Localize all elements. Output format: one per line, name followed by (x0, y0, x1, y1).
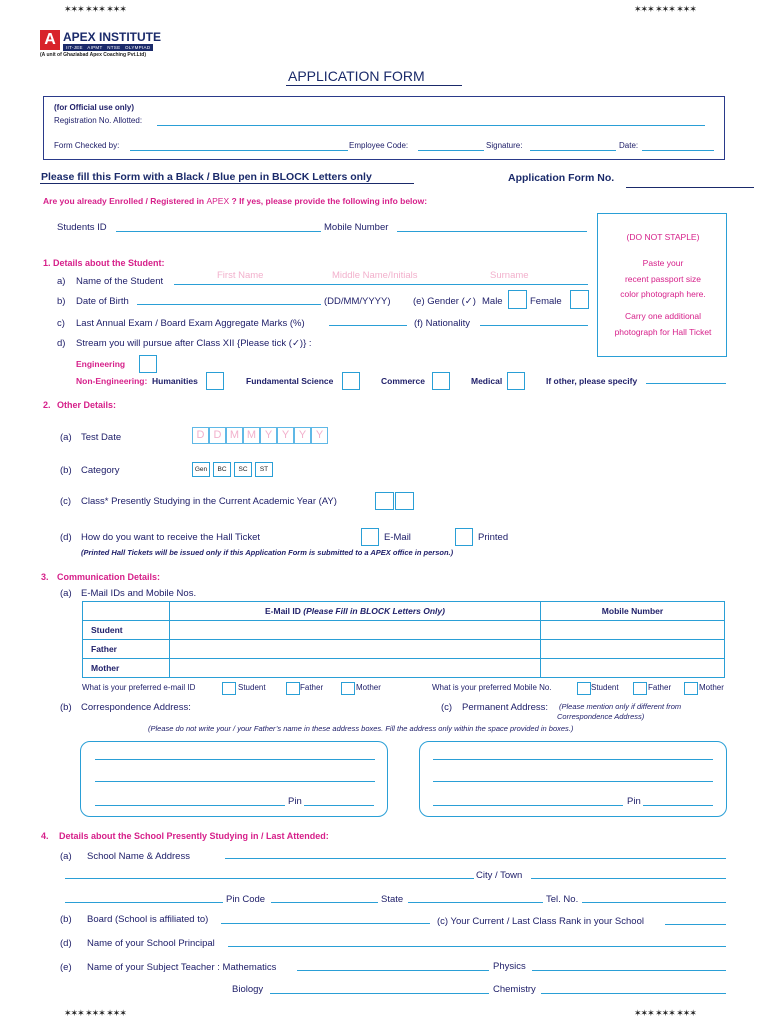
logo-tags (63, 44, 153, 51)
signature-label: Signature: (486, 141, 523, 150)
item-3b-marker: (b) (60, 702, 72, 713)
logo-tag: OLYMPIAD (125, 45, 151, 50)
student-name-field[interactable] (174, 284, 588, 285)
section-3-heading: Communication Details: (57, 572, 161, 582)
enrolled-question-pre: Are you already Enrolled / Registered in (43, 196, 205, 206)
student-mobile-cell[interactable] (541, 621, 725, 640)
preferred-email-label: What is your preferred e-mail ID (82, 683, 196, 692)
board-label: Board (School is affiliated to) (87, 914, 209, 925)
class-digit-box-2[interactable] (395, 492, 414, 510)
item-3c-marker: (c) (441, 702, 453, 713)
logo-name: APEX INSTITUTE (63, 30, 162, 44)
permanent-address-line-3[interactable] (433, 805, 623, 806)
correspondence-address-line-1[interactable] (95, 759, 375, 760)
pref-mobile-mother-checkbox[interactable] (684, 682, 698, 695)
registration-no-label: Registration No. Allotted: (54, 116, 143, 125)
physics-label: Physics (493, 961, 526, 972)
pin-code-label: Pin Code (226, 894, 266, 905)
address-boxes-note: (Please do not write your / your Father’s name in these address boxes. Fill the address only within the space provided in boxes.) (148, 724, 574, 733)
form-checked-by-label: Form Checked by: (54, 141, 120, 150)
board-field[interactable] (221, 923, 430, 924)
official-use-heading: (for Official use only) (54, 103, 135, 112)
title-underline (286, 85, 462, 86)
permanent-address-note-2: Correspondence Address) (557, 712, 645, 721)
mobile-number-field[interactable] (397, 231, 587, 232)
table-row (83, 640, 725, 659)
photo-note-4: color photograph here. (620, 289, 706, 299)
category-st-box[interactable]: ST (255, 462, 273, 477)
pref-email-mother-checkbox[interactable] (341, 682, 355, 695)
enrolled-question-post: ? If yes, please provide the following info below: (231, 196, 428, 206)
date-digit-box[interactable]: D (192, 427, 209, 444)
email-mobile-label: E-Mail IDs and Mobile Nos. (81, 588, 197, 599)
class-rank-field[interactable] (665, 924, 726, 925)
mother-mobile-cell[interactable] (541, 659, 725, 678)
row-label-student: Student (83, 621, 170, 640)
student-email-cell[interactable] (170, 621, 541, 640)
date-digit-box[interactable]: Y (294, 427, 311, 444)
correspondence-address-label: Correspondence Address: (81, 702, 191, 713)
pref-mobile-student-label: Student (591, 683, 619, 692)
row-label-father: Father (83, 640, 170, 659)
section-4-number: 4. (41, 831, 49, 841)
category-label: Category (81, 465, 120, 476)
employee-code-field[interactable] (418, 150, 484, 151)
stream-label: Stream you will pursue after Class XII {Please tick (✓)} : (76, 338, 312, 349)
commerce-checkbox[interactable] (432, 372, 450, 390)
signature-field[interactable] (530, 150, 616, 151)
hall-ticket-printed-checkbox[interactable] (455, 528, 473, 546)
enrolled-question-brand: APEX (206, 196, 230, 206)
corner-marks-bottom-left: ✶✶✶ ✶✶✶ ✶✶✶ (64, 1008, 126, 1018)
item-4b-marker: (b) (60, 914, 72, 925)
section-3-number: 3. (41, 572, 49, 582)
logo-tag: NTSE (107, 45, 121, 50)
non-engineering-label: Non-Engineering: (76, 376, 148, 386)
registration-no-field[interactable] (157, 125, 705, 126)
mobile-number-label: Mobile Number (324, 222, 389, 233)
table-row (83, 659, 725, 678)
pref-email-mother-label: Mother (356, 683, 381, 692)
instruction-underline (40, 183, 414, 184)
photo-note-2: Paste your (642, 258, 684, 268)
permanent-address-note-1: (Please mention only if different from (559, 702, 682, 711)
first-name-placeholder: First Name (217, 270, 264, 281)
email-column-title: E-Mail ID (265, 606, 301, 616)
principal-name-field[interactable] (228, 946, 726, 947)
table-corner-cell (83, 602, 170, 621)
city-town-label: City / Town (476, 870, 523, 881)
date-digit-box[interactable]: Y (277, 427, 294, 444)
correspondence-address-line-3[interactable] (95, 805, 285, 806)
other-stream-field[interactable] (646, 383, 726, 384)
form-title: APPLICATION FORM (288, 68, 425, 84)
date-label: Date: (619, 141, 639, 150)
tel-no-field[interactable] (582, 902, 726, 903)
commerce-label: Commerce (381, 376, 425, 386)
permanent-pin-field[interactable] (643, 805, 713, 806)
tel-no-label: Tel. No. (546, 894, 579, 905)
students-id-field[interactable] (116, 231, 321, 232)
fill-instruction: Please fill this Form with a Black / Blue pen in BLOCK Letters only (41, 171, 372, 183)
subject-teacher-label: Name of your Subject Teacher : Mathematics (87, 962, 277, 973)
item-4d-marker: (d) (60, 938, 72, 949)
date-digit-box[interactable]: M (226, 427, 243, 444)
application-form-no-field[interactable] (626, 187, 754, 188)
correspondence-pin-label: Pin (288, 796, 302, 807)
pref-mobile-mother-label: Mother (699, 683, 724, 692)
photo-note-6: photograph for Hall Ticket (614, 327, 712, 337)
item-4e-marker: (e) (60, 962, 72, 973)
item-3a-marker: (a) (60, 588, 72, 599)
email-column-header (170, 602, 541, 621)
item-2b-marker: (b) (60, 465, 72, 476)
item-2a-marker: (a) (60, 432, 72, 443)
state-field[interactable] (408, 902, 543, 903)
permanent-address-line-2[interactable] (433, 781, 713, 782)
nationality-field[interactable] (480, 325, 588, 326)
school-name-field[interactable] (225, 858, 726, 859)
mathematics-teacher-field[interactable] (297, 970, 489, 971)
hall-ticket-printed-label: Printed (478, 532, 509, 543)
pin-code-field[interactable] (271, 902, 378, 903)
item-2c-marker: (c) (60, 496, 72, 507)
mobile-column-header: Mobile Number (541, 602, 725, 621)
category-gen-box[interactable]: Gen (192, 462, 210, 477)
section-4-heading: Details about the School Presently Studying in / Last Attended: (59, 831, 329, 841)
dob-field[interactable] (137, 304, 321, 305)
student-name-label: Name of the Student (76, 276, 164, 287)
female-label: Female (530, 296, 562, 307)
pref-email-student-checkbox[interactable] (222, 682, 236, 695)
permanent-address-label: Permanent Address: (462, 702, 549, 713)
pref-email-student-label: Student (238, 683, 266, 692)
aggregate-marks-field[interactable] (329, 325, 407, 326)
male-checkbox[interactable] (508, 290, 527, 309)
corner-marks-top-left: ✶✶✶ ✶✶✶ ✶✶✶ (64, 4, 126, 14)
employee-code-label: Employee Code: (349, 141, 409, 150)
pref-email-father-label: Father (300, 683, 324, 692)
date-digit-box[interactable]: D (209, 427, 226, 444)
section-2-number: 2. (43, 400, 51, 410)
hall-ticket-email-checkbox[interactable] (361, 528, 379, 546)
photo-note-3: recent passport size (624, 274, 702, 284)
correspondence-pin-field[interactable] (304, 805, 374, 806)
students-id-label: Students ID (57, 222, 107, 233)
pref-mobile-student-checkbox[interactable] (577, 682, 591, 695)
item-4a-marker: (a) (60, 851, 72, 862)
biology-teacher-field[interactable] (270, 993, 489, 994)
hall-ticket-label: How do you want to receive the Hall Ticket (81, 532, 261, 543)
table-header-row (83, 602, 725, 621)
preferred-mobile-label: What is your preferred Mobile No. (432, 683, 552, 692)
email-column-note: (Please Fill in BLOCK Letters Only) (303, 606, 445, 616)
pref-mobile-father-label: Father (648, 683, 672, 692)
category-sc-box[interactable]: SC (234, 462, 252, 477)
gender-label: (e) Gender (✓) (413, 296, 476, 307)
date-field[interactable] (642, 150, 714, 151)
engineering-label: Engineering (76, 359, 126, 369)
female-checkbox[interactable] (570, 290, 589, 309)
humanities-label: Humanities (152, 376, 198, 386)
permanent-address-line-1[interactable] (433, 759, 713, 760)
item-b-marker: b) (57, 296, 66, 307)
father-mobile-cell[interactable] (541, 640, 725, 659)
email-mobile-table (82, 601, 725, 678)
corner-marks-top-right: ✶✶✶ ✶✶✶ ✶✶✶ (634, 4, 696, 14)
date-digit-box[interactable]: Y (260, 427, 277, 444)
class-rank-label: (c) Your Current / Last Class Rank in your School (437, 916, 644, 927)
application-form-no-label: Application Form No. (508, 172, 615, 184)
item-a-marker: a) (57, 276, 66, 287)
item-2d-marker: (d) (60, 532, 72, 543)
permanent-pin-label: Pin (627, 796, 641, 807)
form-checked-by-field[interactable] (130, 150, 348, 151)
logo-tag: IIT-JEE (66, 45, 83, 50)
photo-note-5: Carry one additional (624, 311, 702, 321)
date-digit-box[interactable]: Y (311, 427, 328, 444)
correspondence-address-line-2[interactable] (95, 781, 375, 782)
surname-placeholder: Surname (490, 270, 529, 281)
class-digit-box-1[interactable] (375, 492, 394, 510)
pref-email-father-checkbox[interactable] (286, 682, 300, 695)
school-address-line-2[interactable] (65, 902, 223, 903)
middle-name-placeholder: Middle Name/Initials (332, 270, 418, 281)
fundamental-science-label: Fundamental Science (246, 376, 334, 386)
dob-label: Date of Birth (76, 296, 129, 307)
male-label: Male (482, 296, 503, 307)
nationality-label: (f) Nationality (414, 318, 470, 329)
test-date-label: Test Date (81, 432, 122, 443)
date-digit-box[interactable]: M (243, 427, 260, 444)
mother-email-cell[interactable] (170, 659, 541, 678)
logo-tag: AIPMT (87, 45, 103, 50)
photo-note-1: (DO NOT STAPLE) (626, 232, 700, 242)
current-class-label: Class* Presently Studying in the Current Academic Year (AY) (81, 496, 337, 507)
principal-name-label: Name of your School Principal (87, 938, 215, 949)
item-d-marker: d) (57, 338, 66, 349)
engineering-checkbox[interactable] (139, 355, 157, 373)
printed-hall-ticket-note: (Printed Hall Tickets will be issued only if this Application Form is submitted to a APEX office in person.) (81, 548, 454, 557)
pref-mobile-father-checkbox[interactable] (633, 682, 647, 695)
category-bc-box[interactable]: BC (213, 462, 231, 477)
corner-marks-bottom-right: ✶✶✶ ✶✶✶ ✶✶✶ (634, 1008, 696, 1018)
row-label-mother: Mother (83, 659, 170, 678)
section-1-heading: 1. Details about the Student: (43, 258, 165, 268)
school-name-label: School Name & Address (87, 851, 190, 862)
biology-label: Biology (232, 984, 264, 995)
other-stream-label: If other, please specify (546, 376, 638, 386)
medical-label: Medical (471, 376, 503, 386)
physics-teacher-field[interactable] (532, 970, 726, 971)
fundamental-science-checkbox[interactable] (342, 372, 360, 390)
school-address-field[interactable] (65, 878, 474, 879)
chemistry-teacher-field[interactable] (541, 993, 726, 994)
enrolled-question (43, 196, 427, 206)
medical-checkbox[interactable] (507, 372, 525, 390)
humanities-checkbox[interactable] (206, 372, 224, 390)
section-2-heading: Other Details: (57, 400, 117, 410)
logo-mark: A (40, 30, 60, 50)
father-email-cell[interactable] (170, 640, 541, 659)
logo-subtitle: (A unit of Ghaziabad Apex Coaching Pvt.Ltd) (40, 52, 147, 58)
hall-ticket-email-label: E-Mail (384, 532, 411, 543)
dob-format: (DD/MM/YYYY) (324, 296, 391, 307)
chemistry-label: Chemistry (493, 984, 536, 995)
item-c-marker: c) (57, 318, 65, 329)
city-town-field[interactable] (531, 878, 726, 879)
aggregate-marks-label: Last Annual Exam / Board Exam Aggregate Marks (%) (76, 318, 305, 329)
state-label: State (381, 894, 404, 905)
table-row (83, 621, 725, 640)
